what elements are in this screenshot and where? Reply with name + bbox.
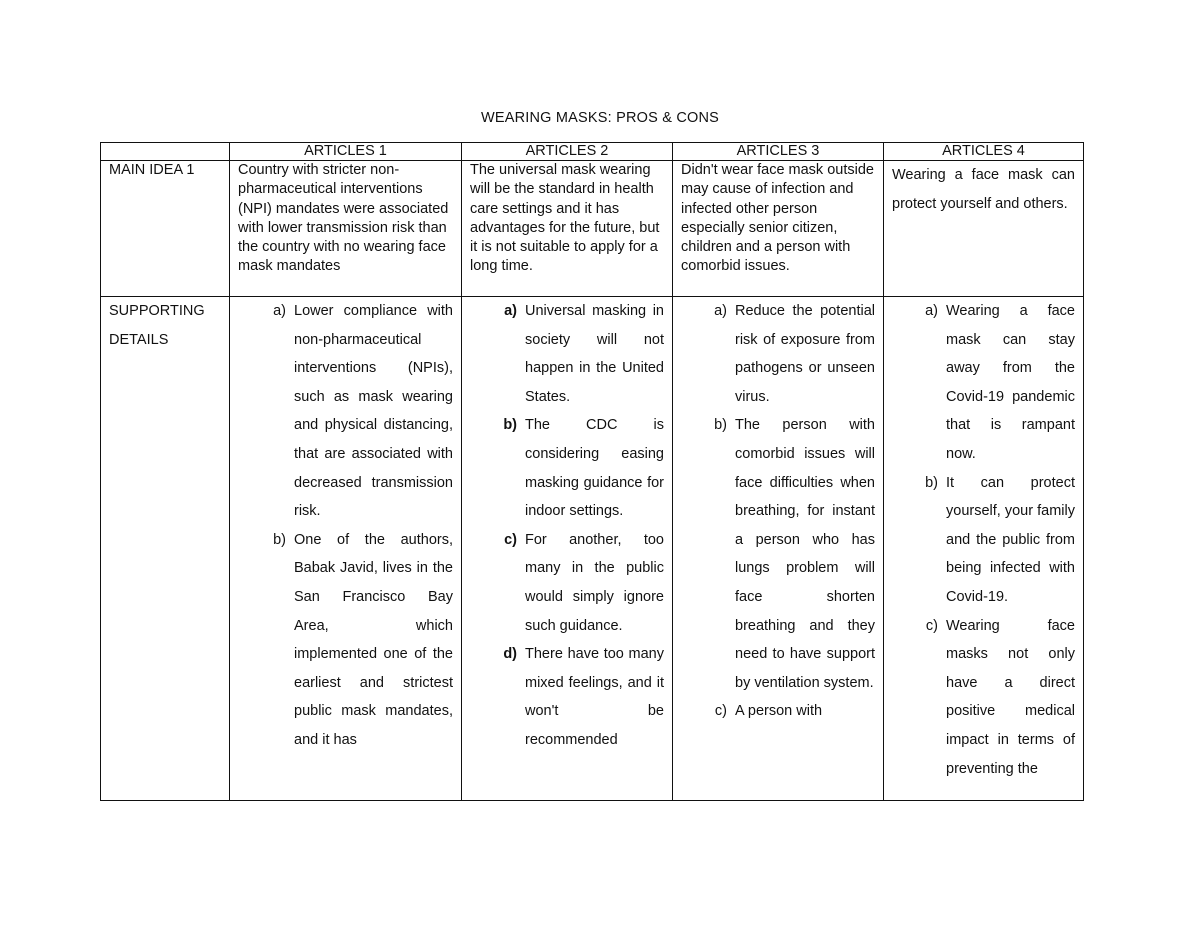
header-row	[101, 143, 1084, 161]
supporting-details-label: SUPPORTING DETAILS	[101, 297, 230, 801]
pros-cons-table	[100, 142, 1084, 801]
detail-marker: a)	[504, 303, 517, 319]
header-articles-1: ARTICLES 1	[230, 143, 462, 161]
detail-text: Lower compliance with non-pharmaceutical interventions (NPIs), such as mask wearing and physical distancing, that are associated with decreased transmission risk.	[294, 303, 453, 520]
detail-item	[892, 612, 1075, 784]
details-list-article-3	[681, 297, 875, 726]
details-list-article-1	[238, 297, 453, 755]
detail-marker: b)	[925, 474, 938, 491]
detail-text: Wearing a face mask can stay away from the Covid-19 pandemic that is rampant now.	[946, 303, 1075, 462]
detail-item	[238, 297, 453, 526]
header-cell-empty	[101, 143, 230, 161]
detail-text: Wearing face masks not only have a direct positive medical impact in terms of preventing the	[946, 617, 1075, 777]
detail-text: Universal masking in society will not happen in the United States.	[525, 303, 664, 405]
details-list-article-4	[892, 297, 1075, 783]
supporting-details-row	[101, 297, 1084, 801]
main-idea-row	[101, 161, 1084, 297]
detail-item	[681, 411, 875, 697]
detail-item	[681, 297, 875, 411]
main-idea-article-1: Country with stricter non-pharmaceutical interventions (NPI) mandates were associated with lower transmission risk than the country with no wearing face mask mandates	[230, 161, 462, 297]
detail-text: A person with	[735, 703, 823, 720]
detail-marker: a)	[925, 303, 938, 319]
detail-marker: b)	[273, 531, 286, 548]
detail-item	[238, 526, 453, 755]
main-idea-article-3: Didn't wear face mask outside may cause of infection and infected other person especially senior citizen, children and a person with comorbid issues.	[673, 161, 884, 297]
header-articles-2: ARTICLES 2	[462, 143, 673, 161]
document-title: WEARING MASKS: PROS & CONS	[480, 110, 720, 126]
details-list-article-2	[470, 297, 664, 755]
detail-item	[681, 697, 875, 726]
detail-item	[892, 469, 1075, 612]
detail-marker: b)	[714, 417, 727, 434]
detail-text: For another, too many in the public would simply ignore such guidance.	[525, 531, 664, 634]
main-idea-article-2: The universal mask wearing will be the standard in health care settings and it has advantages for the future, but it is not suitable to apply for a long time.	[462, 161, 673, 297]
detail-item	[470, 411, 664, 525]
header-articles-4: ARTICLES 4	[884, 143, 1084, 161]
detail-marker: c)	[714, 703, 727, 720]
supporting-article-2	[462, 297, 673, 801]
main-idea-article-4: Wearing a face mask can protect yourself and others.	[884, 161, 1084, 297]
detail-item	[470, 297, 664, 411]
detail-text: It can protect yourself, your family and the public from being infected with Covid-19.	[946, 474, 1075, 605]
detail-marker: b)	[503, 417, 517, 434]
detail-text: Reduce the potential risk of exposure from pathogens or unseen virus.	[735, 303, 875, 405]
detail-item	[470, 526, 664, 640]
detail-marker: a)	[714, 303, 727, 319]
detail-item	[470, 640, 664, 754]
detail-marker: d)	[503, 646, 517, 663]
detail-text: One of the authors, Babak Javid, lives in the San Francisco Bay Area, which implemented one of the earliest and strictest public mask mandates, and it has	[294, 531, 453, 748]
detail-item	[892, 297, 1075, 469]
main-idea-label: MAIN IDEA 1	[101, 161, 230, 297]
detail-text: The person with comorbid issues will face difficulties when breathing, for instant a person who has lungs problem will face shorten breathing and they need to have support by ventilation system.	[735, 417, 875, 691]
detail-text: There have too many mixed feelings, and it won't be recommended	[525, 646, 664, 748]
detail-marker: c)	[504, 531, 517, 548]
supporting-article-4	[884, 297, 1084, 801]
detail-marker: c)	[925, 617, 938, 634]
supporting-article-3	[673, 297, 884, 801]
supporting-article-1	[230, 297, 462, 801]
header-articles-3: ARTICLES 3	[673, 143, 884, 161]
detail-text: The CDC is considering easing masking guidance for indoor settings.	[525, 417, 664, 520]
detail-marker: a)	[273, 303, 286, 319]
